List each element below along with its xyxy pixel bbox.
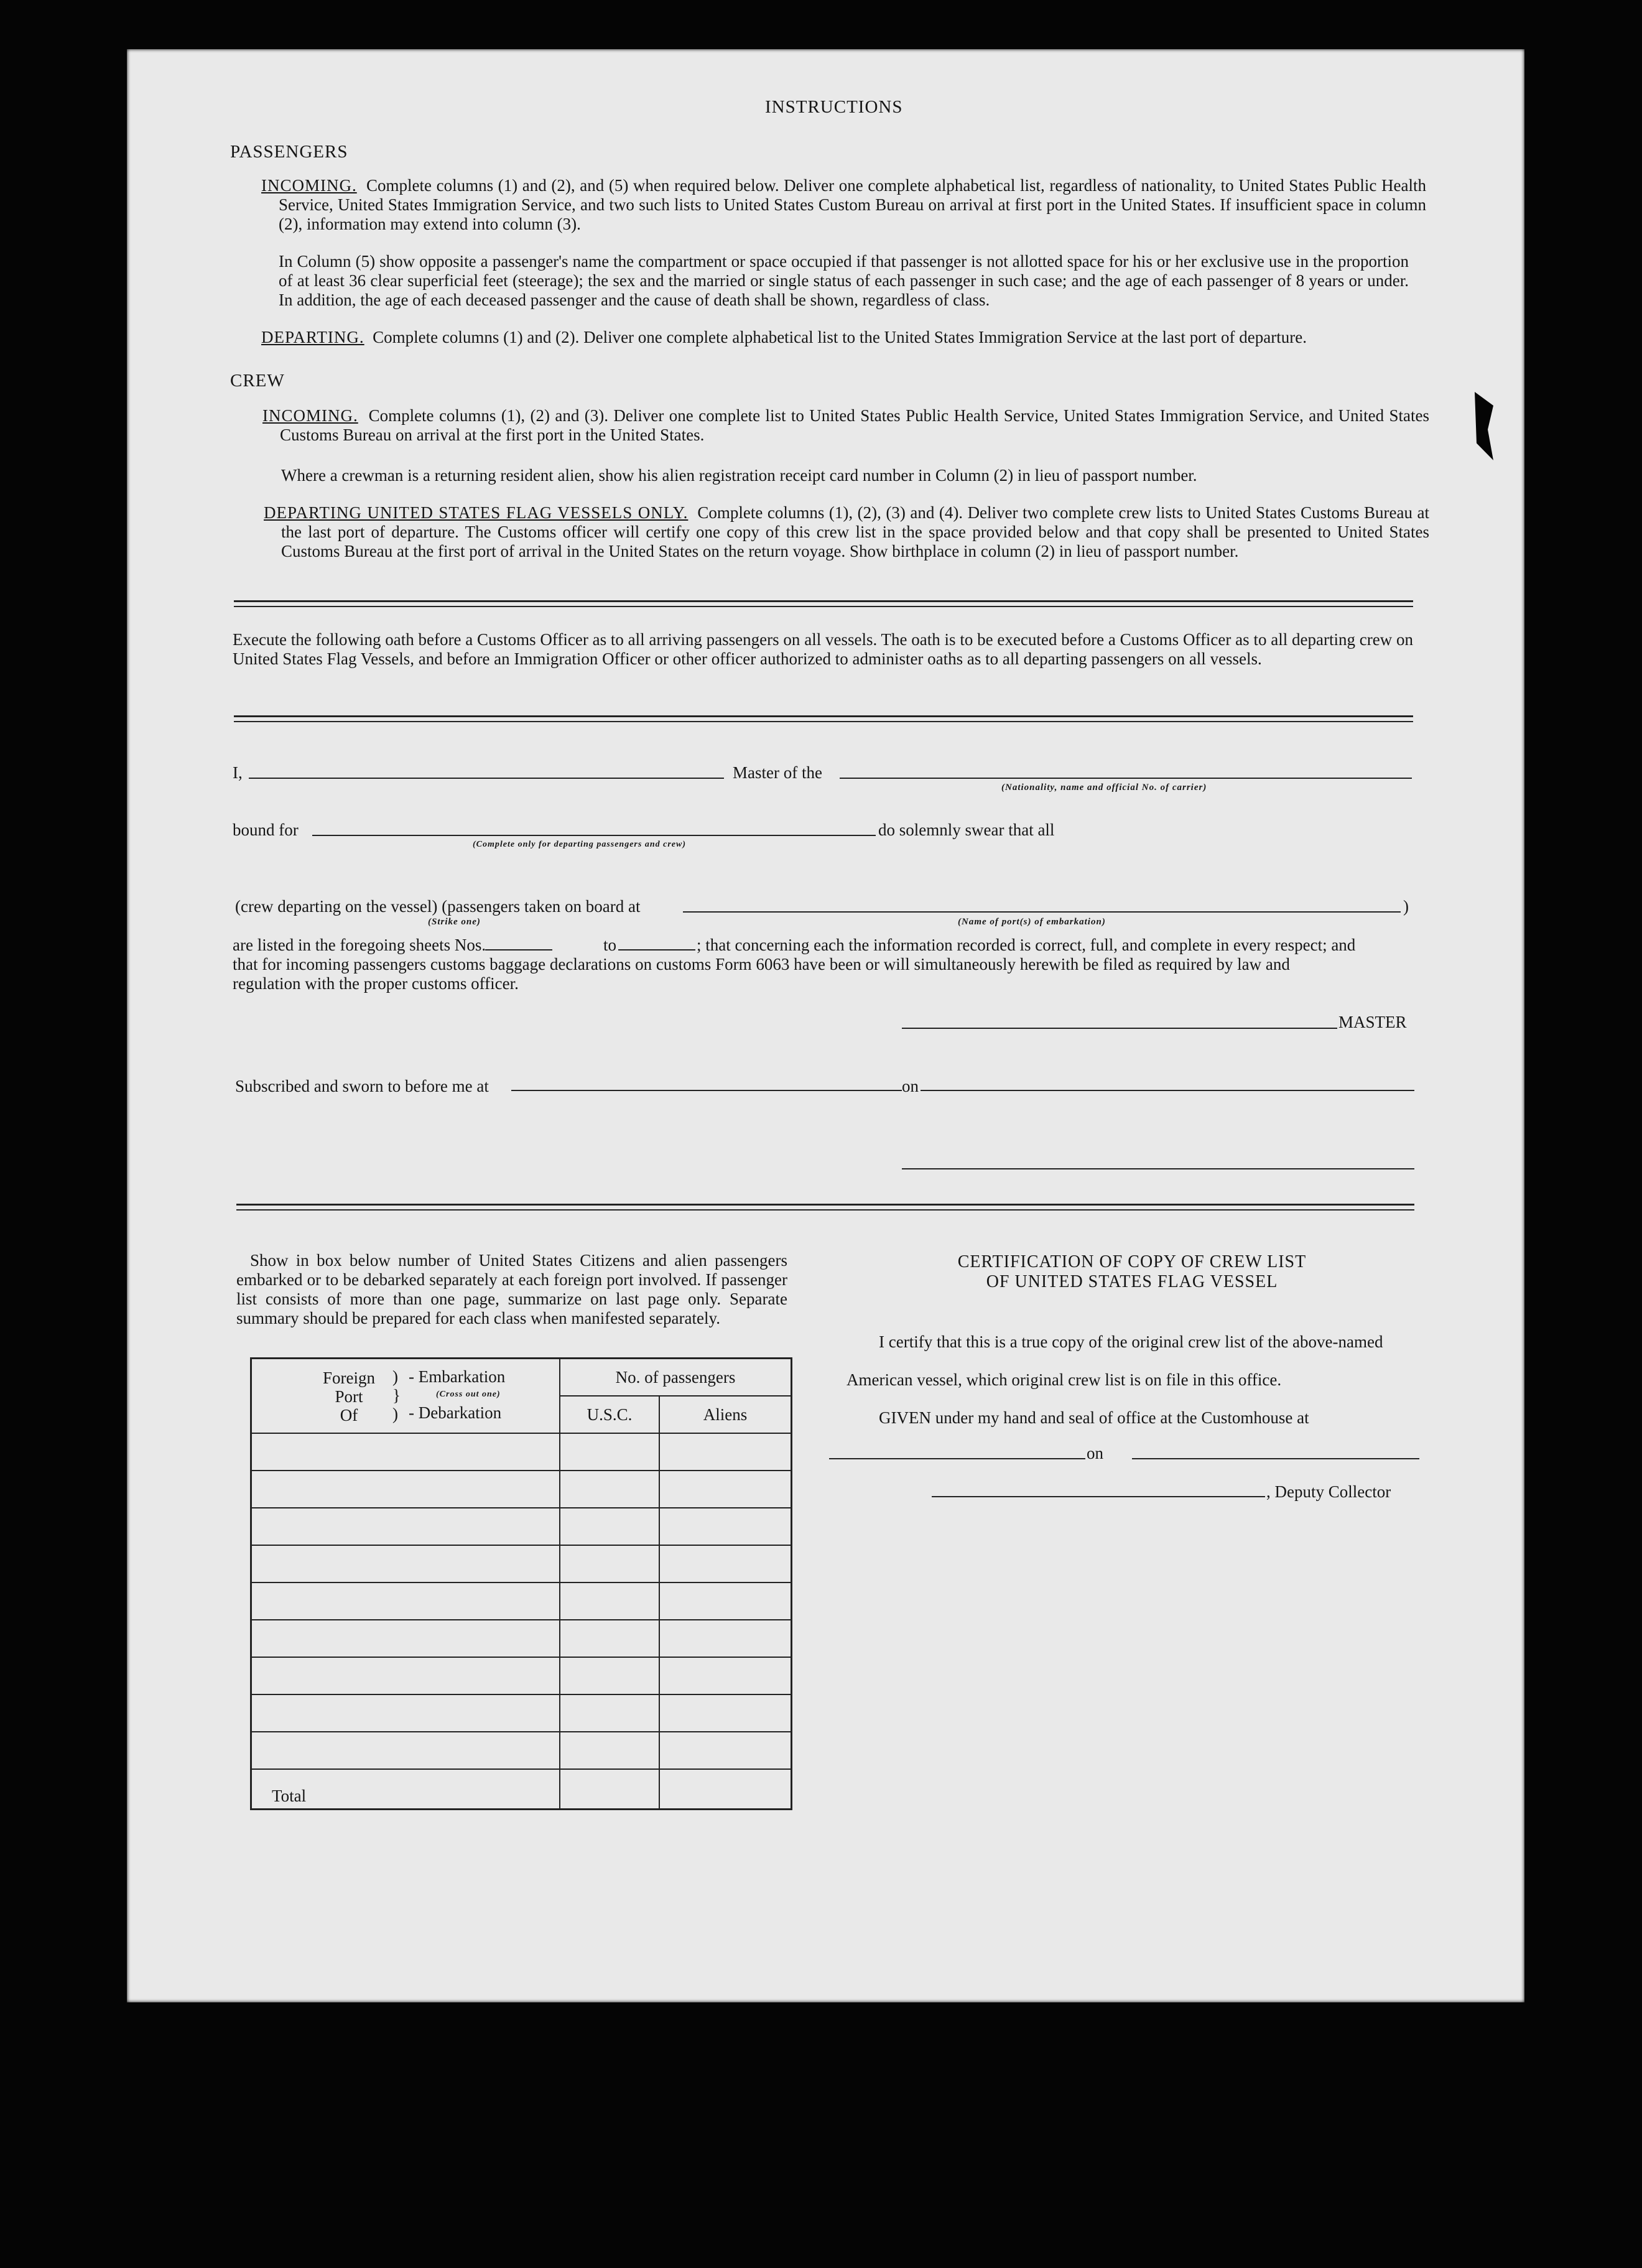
aliens-cell[interactable] — [659, 1620, 792, 1657]
listed-to: to — [603, 936, 617, 954]
passengers-incoming — [261, 176, 1426, 234]
sworn-date-field[interactable] — [921, 1090, 1414, 1091]
deputy-collector-signature-field[interactable] — [932, 1496, 1265, 1497]
master-name-field[interactable] — [249, 778, 724, 779]
passengers-departing-text: Complete columns (1) and (2). Deliver one complete alphabetical list to the United States Immigration Service at the last port of departure. — [373, 328, 1307, 346]
passengers-heading: PASSENGERS — [230, 142, 348, 162]
usc-cell[interactable] — [560, 1508, 659, 1545]
port-caption: (Name of port(s) of embarkation) — [958, 917, 1106, 927]
port-cell[interactable] — [251, 1508, 560, 1545]
bound-caption: (Complete only for departing passengers and crew) — [473, 840, 686, 849]
officer-signature-field[interactable] — [902, 1168, 1414, 1169]
port-cell[interactable] — [251, 1471, 560, 1508]
listed-text-a: are listed in the foregoing sheets Nos. — [233, 936, 486, 954]
sheet-from-field[interactable] — [485, 949, 552, 950]
aliens-total-cell[interactable] — [659, 1769, 792, 1810]
port-cell[interactable] — [251, 1433, 560, 1471]
usc-cell[interactable] — [560, 1433, 659, 1471]
usc-cell[interactable] — [560, 1620, 659, 1657]
certification-on: on — [1087, 1444, 1103, 1462]
oath-i: I, — [233, 763, 243, 782]
divider — [234, 715, 1413, 722]
usc-cell[interactable] — [560, 1694, 659, 1732]
port-header-cell — [251, 1359, 560, 1434]
listed-text-c: that for incoming passengers customs baggage declarations on customs Form 6063 have been or will simultaneously herewith be filed as required by law and — [233, 955, 1290, 974]
oath-master-of-the: Master of the — [733, 763, 822, 782]
certify-text-a: I certify that this is a true copy of the original crew list of the above-named — [879, 1332, 1383, 1351]
certification-title-line2: OF UNITED STATES FLAG VESSEL — [986, 1272, 1278, 1291]
brace-icon: ) } ) — [392, 1367, 401, 1423]
table-header-row — [251, 1359, 792, 1397]
divider — [234, 600, 1413, 607]
aliens-cell[interactable] — [659, 1508, 792, 1545]
aliens-cell[interactable] — [659, 1545, 792, 1582]
embarkation-options — [409, 1367, 505, 1422]
crew-departing — [264, 503, 1429, 561]
oath-intro: Execute the following oath before a Customs Officer as to all arriving passengers on all vessels. The oath is to be executed before a Customs Officer as to all departing crew on United States Flag Vessels, and before an Immigration Officer or other officer authorized to administer oaths as to all departing passengers on all vessels. — [233, 630, 1413, 668]
foreign-label: Foreign — [323, 1369, 375, 1387]
oath-swear: do solemnly swear that all — [878, 820, 1055, 839]
subscribed-on: on — [902, 1077, 919, 1095]
aliens-cell[interactable] — [659, 1657, 792, 1694]
sheet-to-field[interactable] — [618, 949, 695, 950]
crew-heading: CREW — [230, 371, 285, 391]
listed-text-b: ; that concerning each the information recorded is correct, full, and complete in every respect; and — [697, 936, 1356, 954]
crew-incoming — [262, 406, 1429, 445]
divider — [236, 1204, 1414, 1211]
passengers-departing — [261, 328, 1429, 347]
table-row — [251, 1433, 792, 1471]
aliens-cell[interactable] — [659, 1433, 792, 1471]
crew-departing-text: Complete columns (1), (2), (3) and (4). Deliver two complete crew lists to United States Customs Bureau at the last port of departure. The Customs officer will certify one copy of this crew list in the space provided below and that copy shall be presented to United States Customs Bureau at the first port of arrival in the United States on the return voyage. Show birthplace in column (2) in lieu of passport number. — [281, 503, 1429, 560]
aliens-cell[interactable] — [659, 1694, 792, 1732]
table-row — [251, 1508, 792, 1545]
subscribed-text: Subscribed and sworn to before me at — [235, 1077, 489, 1095]
given-text: GIVEN under my hand and seal of office at the Customhouse at — [879, 1408, 1309, 1427]
passenger-summary-table — [250, 1357, 792, 1810]
usc-total-cell[interactable] — [560, 1769, 659, 1810]
crew-departing-label: DEPARTING UNITED STATES FLAG VESSELS ONLY. — [264, 503, 689, 522]
usc-cell[interactable] — [560, 1657, 659, 1694]
usc-cell[interactable] — [560, 1582, 659, 1620]
cross-out-caption: (Cross out one) — [436, 1390, 501, 1399]
sworn-place-field[interactable] — [511, 1090, 902, 1091]
aliens-header: Aliens — [659, 1396, 792, 1433]
passengers-incoming-label: INCOMING. — [261, 176, 357, 195]
table-row — [251, 1657, 792, 1694]
table-row — [251, 1582, 792, 1620]
crew-incoming-label: INCOMING. — [262, 406, 358, 425]
table-row — [251, 1732, 792, 1769]
aliens-cell[interactable] — [659, 1582, 792, 1620]
certification-title-line1: CERTIFICATION OF COPY OF CREW LIST — [957, 1252, 1307, 1271]
port-cell[interactable] — [251, 1620, 560, 1657]
of-label: Of — [340, 1406, 358, 1424]
master-label: MASTER — [1338, 1013, 1407, 1031]
crew-resident: Where a crewman is a returning resident alien, show his alien registration receipt card number in Column (2) in lieu of passport number. — [281, 466, 1197, 485]
port-label: Port — [335, 1387, 363, 1406]
usc-cell[interactable] — [560, 1545, 659, 1582]
usc-header: U.S.C. — [560, 1396, 659, 1433]
port-cell[interactable] — [251, 1694, 560, 1732]
carrier-field[interactable] — [840, 778, 1412, 779]
num-passengers-header: No. of passengers — [560, 1359, 792, 1397]
passengers-incoming-text: Complete columns (1) and (2), and (5) when required below. Deliver one complete alphabetical list, regardless of nationality, to United States Public Health Service, United States Immigration Service, and two such lists to United States Custom Bureau on arrival at first port in the United States. If insufficient space in column (2), information may extend into column (3). — [279, 176, 1426, 233]
port-cell[interactable] — [251, 1545, 560, 1582]
passengers-column5: In Column (5) show opposite a passenger's name the compartment or space occupied if that passenger is not allotted space for his or her exclusive use in the proportion of at least 36 clear superficial feet (steerage); the sex and the married or single status of each passenger in such case; and the age of each passenger of 8 years or under. In addition, the age of each deceased passenger and the cause of death shall be shown, regardless of class. — [279, 252, 1409, 309]
destination-field[interactable] — [312, 835, 876, 836]
usc-cell[interactable] — [560, 1732, 659, 1769]
embarkation-label: - Embarkation — [409, 1367, 506, 1386]
certify-text-b: American vessel, which original crew list is on file in this office. — [847, 1370, 1282, 1389]
nationality-caption: (Nationality, name and official No. of carrier) — [1001, 783, 1207, 792]
customhouse-place-field[interactable] — [829, 1458, 1085, 1459]
port-cell[interactable] — [251, 1657, 560, 1694]
table-row — [251, 1620, 792, 1657]
aliens-cell[interactable] — [659, 1471, 792, 1508]
table-row — [251, 1694, 792, 1732]
usc-cell[interactable] — [560, 1471, 659, 1508]
oath-crew-departing: (crew departing on the vessel) (passengers taken on board at — [235, 897, 641, 916]
foreign-port-of-label — [323, 1369, 375, 1424]
aliens-cell[interactable] — [659, 1732, 792, 1769]
master-signature-field[interactable] — [902, 1028, 1337, 1029]
oath-bound-for: bound for — [233, 820, 299, 839]
table-total-row — [251, 1769, 792, 1810]
port-cell[interactable] — [251, 1582, 560, 1620]
table-row — [251, 1545, 792, 1582]
page-title: INSTRUCTIONS — [765, 97, 903, 117]
crew-incoming-text: Complete columns (1), (2) and (3). Deliver one complete list to United States Public Health Service, United States Immigration Service, and United States Customs Bureau on arrival at the first port in the United States. — [280, 406, 1430, 444]
embarkation-port-field[interactable] — [683, 911, 1401, 913]
certification-date-field[interactable] — [1132, 1458, 1419, 1459]
deputy-collector-label: , Deputy Collector — [1266, 1482, 1391, 1501]
close-paren: ) — [1403, 897, 1409, 916]
strike-one-caption: (Strike one) — [428, 917, 481, 927]
summary-intro: Show in box below number of United States Citizens and alien passengers embarked or to be debarked separately at each foreign port involved. If passenger list consists of more than one page, summarize on last page only. Separate summary should be prepared for each class when manifested separately. — [236, 1251, 787, 1327]
passengers-departing-label: DEPARTING. — [261, 328, 364, 346]
listed-text-d: regulation with the proper customs officer. — [233, 974, 519, 993]
port-cell[interactable] — [251, 1732, 560, 1769]
debarkation-label: - Debarkation — [409, 1403, 502, 1422]
total-label: Total — [251, 1769, 560, 1810]
certification-title — [846, 1252, 1418, 1292]
table-row — [251, 1471, 792, 1508]
